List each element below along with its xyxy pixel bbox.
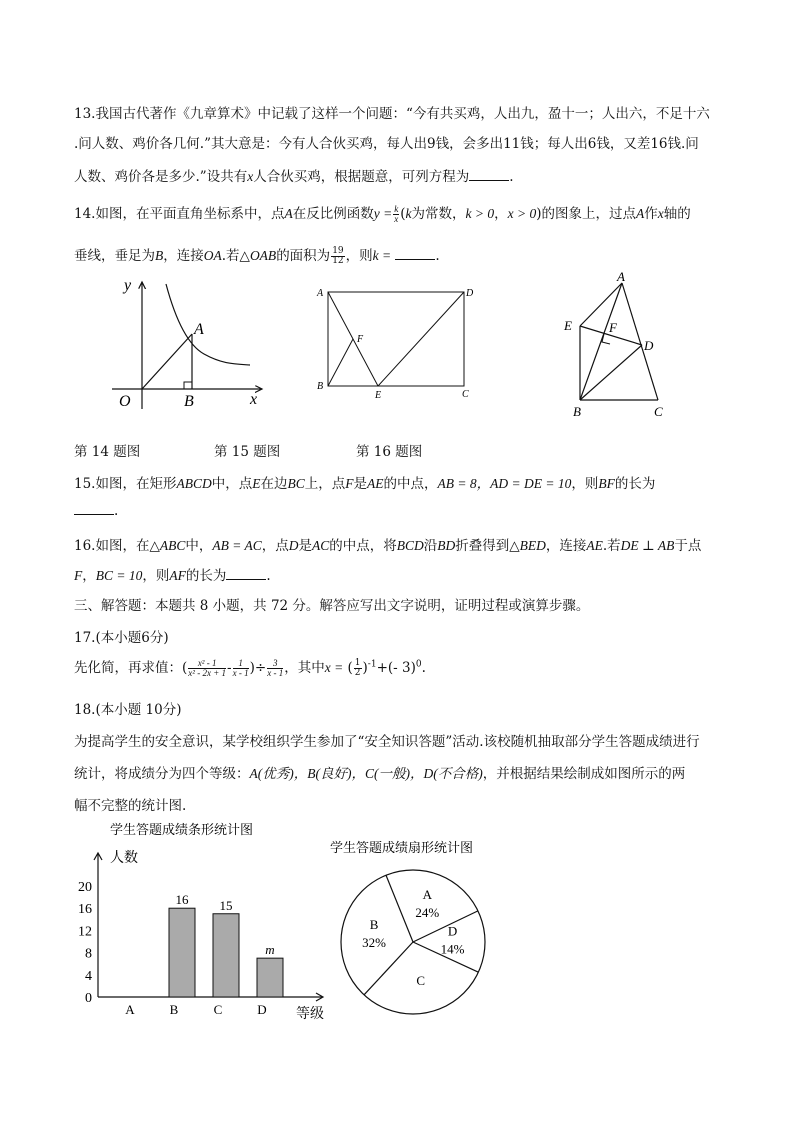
paren: (	[347, 660, 353, 676]
text: 折叠得到	[455, 538, 510, 554]
numerator: x² - 1	[188, 659, 226, 669]
text: ，连接	[163, 248, 204, 264]
x-tick-label: B	[169, 1002, 179, 1017]
label-A: A	[317, 288, 324, 299]
figure-16	[560, 268, 680, 423]
q15-line1	[74, 472, 655, 492]
math: AB = AC	[212, 538, 262, 553]
label-D: D	[644, 338, 654, 353]
text: ，其中	[284, 660, 325, 676]
math: k =	[372, 248, 392, 263]
hyperbola-curve	[166, 284, 250, 365]
point: F	[74, 568, 83, 583]
label-B: B	[317, 381, 324, 392]
answer-blank	[395, 247, 435, 260]
answer-blank	[74, 502, 114, 515]
math: A(优秀)，B(良好)，C(一般)，D(不合格)	[249, 766, 483, 781]
paren: (	[182, 660, 188, 676]
math: k > 0	[465, 206, 495, 221]
q18-line1: 为提高学生的安全意识，某学校组织学生参加了“安全知识答题”活动.该校随机抽取部分学生答题成绩进行	[74, 734, 700, 750]
text: 的中点，	[383, 476, 438, 492]
caption-fig16: 第 16 题图	[356, 444, 423, 460]
y-axis-label: 人数	[110, 851, 138, 866]
segment-DE	[378, 292, 464, 386]
math: BF	[598, 476, 615, 491]
text: 于点	[674, 538, 702, 554]
data-label-B: 16	[175, 892, 189, 908]
text: - 3)	[393, 660, 416, 676]
math: △BED	[509, 538, 546, 553]
math: ABCD	[176, 476, 212, 491]
text: ，并根据结果绘制成如图所示的两	[482, 766, 686, 782]
var-x: x	[247, 169, 254, 184]
pie-divider	[364, 942, 413, 995]
q18-line3: 幅不完整的统计图.	[74, 798, 187, 814]
y-tick-label: 4	[85, 968, 92, 984]
denominator: 2	[354, 668, 361, 678]
text: .若	[602, 538, 621, 554]
pie-divider	[386, 875, 413, 942]
exponent: -1	[367, 659, 377, 670]
fraction	[393, 205, 399, 224]
pie-chart-title: 学生答题成绩扇形统计图	[330, 840, 474, 855]
segment-OA	[142, 334, 192, 389]
text: 为常数，	[411, 206, 466, 222]
numerator: 19	[332, 246, 344, 256]
answer-blank	[469, 168, 509, 181]
math: BC = 10	[95, 568, 143, 583]
fraction-2	[233, 659, 249, 678]
text: 的中点，将	[329, 538, 397, 554]
denominator: x - 1	[267, 668, 284, 678]
math: △ABC	[149, 538, 186, 553]
q16-line2	[74, 564, 271, 584]
text: 的长为	[614, 476, 656, 492]
bar-D	[257, 958, 283, 997]
fraction-3	[267, 659, 283, 678]
label-B: B	[184, 393, 194, 410]
text: 上，点	[304, 476, 346, 492]
text: 作	[644, 206, 658, 222]
text: 人合伙买鸡，根据题意，可列方程为	[253, 169, 470, 185]
text: ，	[494, 206, 508, 222]
figure-14	[104, 274, 274, 414]
caption-fig15: 第 15 题图	[214, 444, 281, 460]
label-F: F	[357, 334, 364, 345]
text: ，连接	[545, 538, 587, 554]
slice-label-B: B	[369, 916, 379, 932]
label-B: B	[573, 404, 581, 419]
bar-chart-title: 学生答题成绩条形统计图	[110, 822, 254, 837]
numerator: 3	[267, 659, 283, 669]
math: x > 0	[507, 206, 537, 221]
text: 14.如图，在平面直角坐标系中，点	[74, 206, 285, 222]
x-tick-label: D	[257, 1002, 267, 1017]
minus: -	[227, 660, 232, 676]
y-tick-label: 16	[78, 902, 92, 918]
text: (	[400, 206, 406, 222]
q17-title: 17.(本小题6分)	[74, 630, 169, 646]
text: 中，点	[211, 476, 253, 492]
denominator: x² - 2x + 1	[188, 668, 227, 678]
figure-15	[312, 282, 482, 402]
text: .若	[221, 248, 240, 264]
q16-line1	[74, 534, 701, 554]
x-axis-label: 等级	[296, 1007, 324, 1022]
y-tick-label: 20	[78, 880, 92, 895]
x-tick-label: A	[125, 1002, 135, 1017]
label-E: E	[375, 390, 382, 401]
numerator: 1	[354, 658, 361, 668]
data-label-C: 15	[219, 897, 233, 913]
text: 在反比例函数	[292, 206, 374, 222]
q18-line2	[74, 762, 685, 782]
bar-chart	[66, 820, 336, 1030]
math: DE ⊥ AB	[620, 538, 675, 553]
y-tick-label: 12	[78, 924, 92, 940]
text: 统计，将成绩分为四个等级：	[74, 766, 250, 782]
numerator: 1	[233, 659, 249, 669]
text: 是	[353, 476, 367, 492]
q17-body	[74, 656, 426, 678]
segment-AB	[580, 283, 622, 400]
label-F: F	[609, 320, 617, 335]
paren: )	[249, 660, 255, 676]
text: .	[266, 568, 271, 584]
fraction-4	[354, 659, 362, 678]
bar-C	[213, 914, 239, 997]
math: x =	[324, 660, 344, 675]
text: 轴的	[663, 206, 691, 222]
divide: ÷	[254, 660, 267, 676]
text: 人数、鸡价各是多少.”设共有	[74, 169, 248, 185]
text: .	[114, 503, 119, 519]
text: 沿	[423, 538, 438, 554]
q13-line2: .问人数、鸡价各几何.”其大意是：今有人合伙买鸡，每人出9钱，会多出11钱；每人出6钱，又差16钱.问	[74, 136, 699, 152]
point: D	[288, 538, 299, 553]
math: AB = 8，AD = DE = 10	[437, 476, 572, 491]
text: 的面积为	[276, 248, 331, 264]
math: y =	[373, 206, 393, 221]
text: 中，	[185, 538, 213, 554]
right-angle-mark	[184, 382, 192, 389]
denominator: x	[394, 214, 399, 224]
slice-label-A: A	[422, 887, 433, 903]
label-C: C	[654, 404, 663, 419]
label-A: A	[194, 321, 204, 338]
math: BC	[287, 476, 305, 491]
section-3-heading: 三、解答题：本题共 8 小题，共 72 分。解答应写出文字说明，证明过程或演算步骤。	[74, 598, 590, 614]
math: BD	[437, 538, 456, 553]
math: AC	[311, 538, 330, 553]
exponent: 0	[415, 659, 422, 670]
triangle: OAB	[249, 248, 277, 263]
segment: OA	[203, 248, 222, 263]
point: B	[155, 248, 164, 263]
text: +(	[376, 660, 394, 676]
math: AE	[367, 476, 384, 491]
text: 16.如图，在	[74, 538, 150, 554]
text: 是	[298, 538, 312, 554]
q13-line3	[74, 165, 514, 185]
paren: )	[362, 660, 368, 676]
text: 在边	[260, 476, 288, 492]
label-x: x	[250, 391, 258, 408]
q18-title: 18.(本小题 10分)	[74, 702, 182, 718]
text: ，则	[142, 568, 170, 584]
math: AE	[586, 538, 603, 553]
text: .	[421, 660, 426, 676]
text: 的长为	[185, 568, 227, 584]
var-x: x	[657, 206, 664, 221]
label-E: E	[564, 318, 572, 333]
text: .	[435, 248, 440, 264]
label-A: A	[617, 269, 625, 284]
numerator: k	[394, 204, 399, 214]
text: 15.如图，在矩形	[74, 476, 177, 492]
segment-BF	[328, 339, 353, 386]
fraction	[331, 247, 344, 266]
label-D: D	[466, 288, 474, 299]
label-O: O	[119, 393, 131, 410]
denominator: x - 1	[232, 668, 249, 678]
text: .	[509, 169, 514, 185]
q14-line1	[74, 202, 691, 224]
rectangle-ABCD	[328, 292, 464, 386]
data-label-D: m	[265, 942, 275, 958]
text: )的图象上，过点	[536, 206, 636, 222]
point: E	[252, 476, 261, 491]
text: ，	[82, 568, 96, 584]
q13-line1: 13.我国古代著作《九章算术》中记载了这样一个问题：“今有共买鸡，人出九，盈十一；人出六，不足十六	[74, 106, 710, 122]
q15-line2	[74, 502, 118, 519]
text: 先化简，再求值：	[74, 660, 182, 676]
text: ，点	[261, 538, 289, 554]
slice-pct-A: 24%	[415, 905, 440, 921]
text: 垂线，垂足为	[74, 248, 155, 264]
y-tick-label: 0	[85, 991, 92, 1006]
math: BCD	[396, 538, 424, 553]
point: A	[284, 206, 293, 221]
answer-blank	[226, 567, 266, 580]
bar-B	[169, 908, 195, 997]
caption-fig14: 第 14 题图	[74, 444, 141, 460]
right-angle-mark	[602, 334, 610, 344]
fraction-1	[188, 659, 226, 678]
point: F	[345, 476, 354, 491]
slice-pct-D: 14%	[440, 941, 465, 957]
slice-label-D: D	[447, 923, 458, 939]
label-C: C	[462, 389, 469, 400]
y-tick-label: 8	[85, 946, 92, 962]
q14-line2	[74, 244, 440, 266]
triangle-symbol: △	[239, 248, 250, 264]
slice-pct-B: 32%	[362, 934, 386, 950]
text: ，则	[571, 476, 599, 492]
var-k: k	[405, 206, 412, 221]
denominator: 12	[332, 256, 344, 266]
pie-chart	[330, 836, 500, 1026]
x-tick-label: C	[213, 1002, 223, 1017]
math: AF	[169, 568, 186, 583]
slice-label-C: C	[416, 972, 426, 988]
label-y: y	[124, 277, 132, 294]
point: A	[636, 206, 645, 221]
text: ，则	[345, 248, 373, 264]
